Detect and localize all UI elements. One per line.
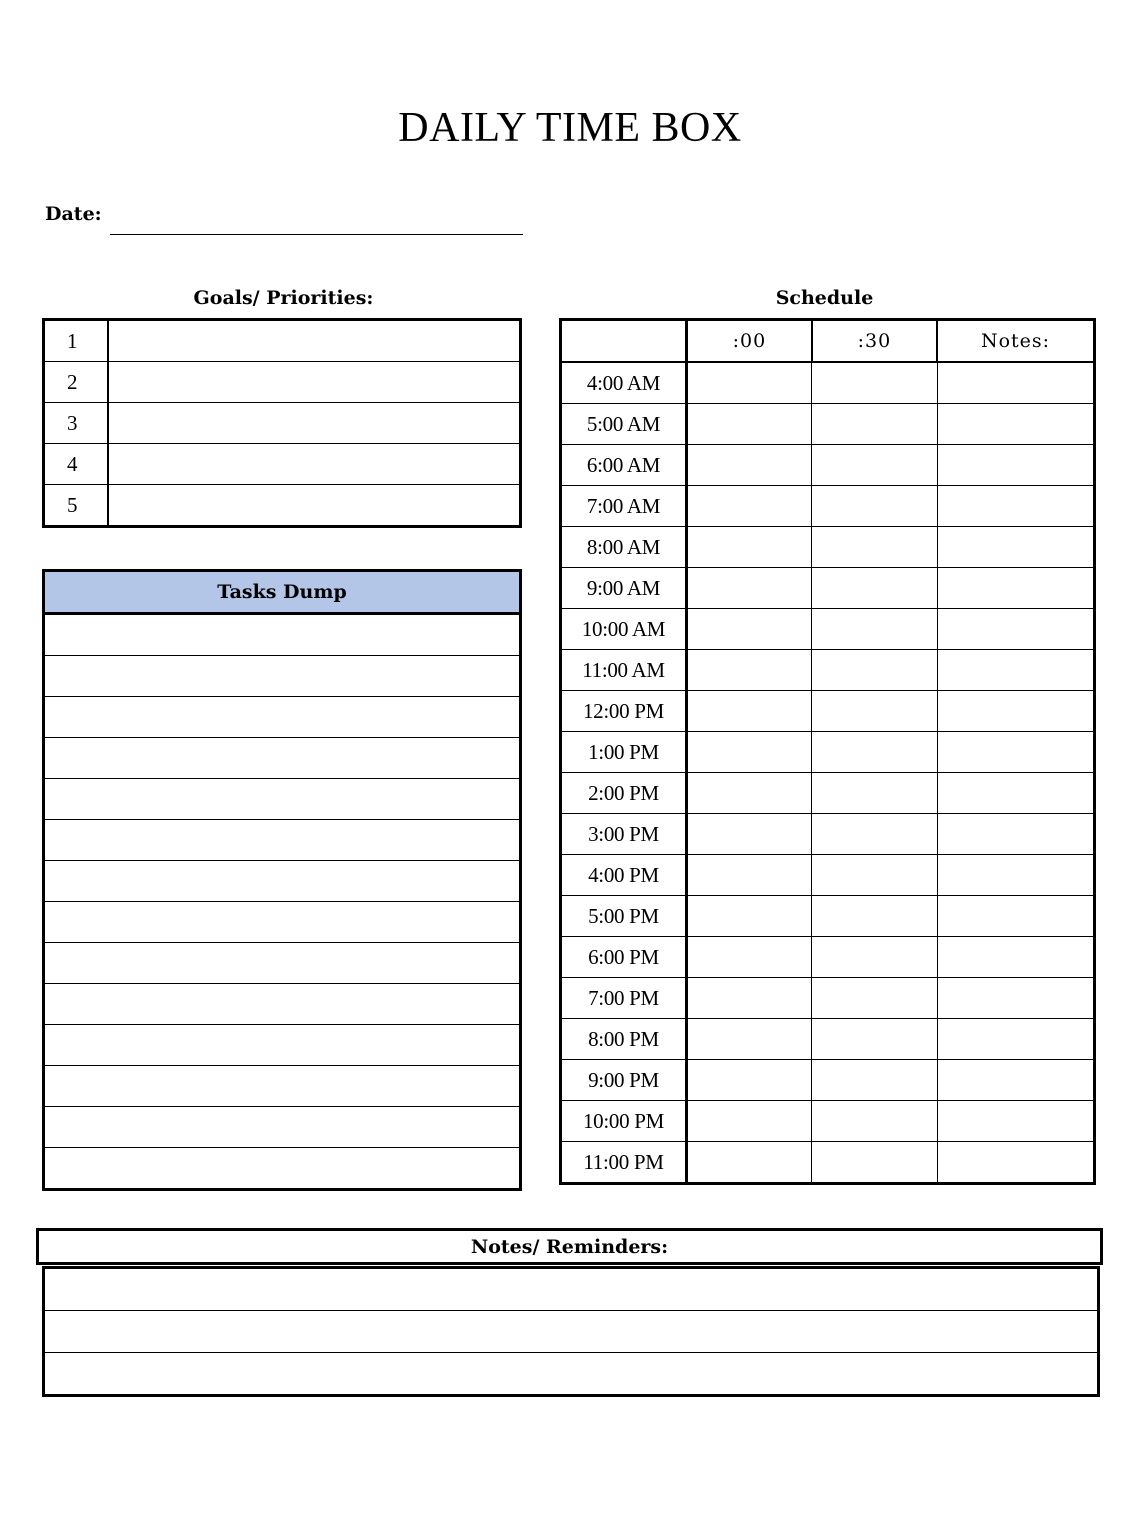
- date-label: Date:: [45, 203, 102, 225]
- goal-number: 2: [44, 362, 108, 403]
- task-entry-field[interactable]: [44, 943, 521, 984]
- task-entry-field[interactable]: [44, 779, 521, 820]
- slot-00-field[interactable]: [687, 568, 812, 609]
- task-entry-field[interactable]: [44, 984, 521, 1025]
- schedule-table: [559, 318, 1096, 1185]
- slot-notes-field[interactable]: [937, 1060, 1095, 1101]
- slot-notes-field[interactable]: [937, 773, 1095, 814]
- time-label: 8:00 PM: [561, 1019, 687, 1060]
- schedule-row: [561, 486, 1095, 527]
- task-row: [44, 1107, 521, 1148]
- slot-00-field[interactable]: [687, 527, 812, 568]
- goal-number: 4: [44, 444, 108, 485]
- task-entry-field[interactable]: [44, 656, 521, 697]
- note-entry-field[interactable]: [44, 1268, 1099, 1311]
- schedule-row: [561, 896, 1095, 937]
- goal-row: [44, 320, 521, 362]
- slot-notes-field[interactable]: [937, 362, 1095, 404]
- task-row: [44, 697, 521, 738]
- notes-reminders-heading: Notes/ Reminders:: [36, 1228, 1103, 1265]
- schedule-row: [561, 650, 1095, 691]
- schedule-row: [561, 1101, 1095, 1142]
- goal-row: [44, 444, 521, 485]
- task-entry-field[interactable]: [44, 902, 521, 943]
- schedule-heading: Schedule: [775, 287, 874, 309]
- schedule-row: [561, 855, 1095, 896]
- goals-table: [42, 318, 522, 528]
- time-label: 1:00 PM: [561, 732, 687, 773]
- slot-00-field[interactable]: [687, 814, 812, 855]
- time-label: 6:00 PM: [561, 937, 687, 978]
- time-label: 10:00 AM: [561, 609, 687, 650]
- goal-number: 3: [44, 403, 108, 444]
- slot-00-field[interactable]: [687, 445, 812, 486]
- tasks-dump-table: [42, 569, 522, 1191]
- schedule-row: [561, 527, 1095, 568]
- schedule-row: [561, 691, 1095, 732]
- task-entry-field[interactable]: [44, 1148, 521, 1190]
- schedule-row: [561, 732, 1095, 773]
- slot-00-field[interactable]: [687, 1019, 812, 1060]
- goal-number: 1: [44, 320, 108, 362]
- time-label: 10:00 PM: [561, 1101, 687, 1142]
- slot-00-field[interactable]: [687, 486, 812, 527]
- task-row: [44, 1148, 521, 1190]
- task-entry-field[interactable]: [44, 697, 521, 738]
- slot-00-field[interactable]: [687, 773, 812, 814]
- time-label: 2:00 PM: [561, 773, 687, 814]
- goal-row: [44, 403, 521, 444]
- task-entry-field[interactable]: [44, 820, 521, 861]
- goal-entry-field[interactable]: [108, 485, 521, 527]
- slot-00-field[interactable]: [687, 1142, 812, 1184]
- slot-30-field[interactable]: [812, 978, 937, 1019]
- schedule-row: [561, 1019, 1095, 1060]
- slot-30-field[interactable]: [812, 1019, 937, 1060]
- note-entry-field[interactable]: [44, 1311, 1099, 1353]
- note-row: [44, 1353, 1099, 1396]
- task-entry-field[interactable]: [44, 614, 521, 656]
- slot-notes-field[interactable]: [937, 568, 1095, 609]
- task-row: [44, 861, 521, 902]
- task-row: [44, 614, 521, 656]
- schedule-row: [561, 609, 1095, 650]
- time-label: 11:00 AM: [561, 650, 687, 691]
- task-row: [44, 738, 521, 779]
- time-label: 3:00 PM: [561, 814, 687, 855]
- slot-30-field[interactable]: [812, 691, 937, 732]
- goal-entry-field[interactable]: [108, 444, 521, 485]
- task-entry-field[interactable]: [44, 1107, 521, 1148]
- tasks-dump-heading: Tasks Dump: [44, 571, 521, 614]
- slot-30-field[interactable]: [812, 404, 937, 445]
- time-label: 4:00 PM: [561, 855, 687, 896]
- slot-00-field[interactable]: [687, 896, 812, 937]
- schedule-row: [561, 773, 1095, 814]
- time-label: 6:00 AM: [561, 445, 687, 486]
- slot-00-field[interactable]: [687, 650, 812, 691]
- task-row: [44, 656, 521, 697]
- slot-30-field[interactable]: [812, 1101, 937, 1142]
- slot-30-field[interactable]: [812, 650, 937, 691]
- schedule-row: [561, 1060, 1095, 1101]
- slot-notes-field[interactable]: [937, 650, 1095, 691]
- slot-notes-field[interactable]: [937, 445, 1095, 486]
- time-label: 12:00 PM: [561, 691, 687, 732]
- slot-30-field[interactable]: [812, 732, 937, 773]
- schedule-row: [561, 404, 1095, 445]
- column-header-00: :00: [687, 320, 812, 363]
- slot-00-field[interactable]: [687, 609, 812, 650]
- slot-notes-field[interactable]: [937, 855, 1095, 896]
- task-entry-field[interactable]: [44, 1066, 521, 1107]
- slot-00-field[interactable]: [687, 937, 812, 978]
- notes-reminders-table: [42, 1266, 1100, 1397]
- schedule-row: [561, 445, 1095, 486]
- slot-notes-field[interactable]: [937, 691, 1095, 732]
- note-row: [44, 1268, 1099, 1311]
- schedule-row: [561, 814, 1095, 855]
- slot-notes-field[interactable]: [937, 404, 1095, 445]
- column-header-notes: Notes:: [937, 320, 1095, 363]
- slot-30-field[interactable]: [812, 486, 937, 527]
- slot-00-field[interactable]: [687, 1060, 812, 1101]
- time-label: 11:00 PM: [561, 1142, 687, 1184]
- task-row: [44, 820, 521, 861]
- time-label: 5:00 PM: [561, 896, 687, 937]
- slot-00-field[interactable]: [687, 404, 812, 445]
- task-row: [44, 943, 521, 984]
- slot-notes-field[interactable]: [937, 978, 1095, 1019]
- goals-heading: Goals/ Priorities:: [193, 287, 374, 309]
- schedule-row: [561, 362, 1095, 404]
- date-field[interactable]: [110, 234, 523, 235]
- time-label: 5:00 AM: [561, 404, 687, 445]
- slot-30-field[interactable]: [812, 362, 937, 404]
- schedule-row: [561, 568, 1095, 609]
- slot-30-field[interactable]: [812, 773, 937, 814]
- task-entry-field[interactable]: [44, 861, 521, 902]
- slot-00-field[interactable]: [687, 362, 812, 404]
- time-label: 9:00 PM: [561, 1060, 687, 1101]
- slot-notes-field[interactable]: [937, 814, 1095, 855]
- slot-30-field[interactable]: [812, 896, 937, 937]
- slot-notes-field[interactable]: [937, 1101, 1095, 1142]
- task-entry-field[interactable]: [44, 1025, 521, 1066]
- goal-row: [44, 485, 521, 527]
- time-label: 7:00 AM: [561, 486, 687, 527]
- goal-entry-field[interactable]: [108, 403, 521, 444]
- slot-notes-field[interactable]: [937, 937, 1095, 978]
- slot-30-field[interactable]: [812, 855, 937, 896]
- slot-30-field[interactable]: [812, 814, 937, 855]
- slot-00-field[interactable]: [687, 978, 812, 1019]
- slot-30-field[interactable]: [812, 568, 937, 609]
- slot-00-field[interactable]: [687, 1101, 812, 1142]
- page-title: DAILY TIME BOX: [398, 105, 742, 151]
- note-entry-field[interactable]: [44, 1353, 1099, 1396]
- time-label: 8:00 AM: [561, 527, 687, 568]
- slot-notes-field[interactable]: [937, 527, 1095, 568]
- slot-00-field[interactable]: [687, 691, 812, 732]
- task-row: [44, 779, 521, 820]
- schedule-corner-cell: [561, 320, 687, 363]
- goal-row: [44, 362, 521, 403]
- time-label: 9:00 AM: [561, 568, 687, 609]
- slot-notes-field[interactable]: [937, 1019, 1095, 1060]
- task-row: [44, 902, 521, 943]
- task-row: [44, 984, 521, 1025]
- goal-entry-field[interactable]: [108, 320, 521, 362]
- slot-30-field[interactable]: [812, 1142, 937, 1184]
- slot-notes-field[interactable]: [937, 896, 1095, 937]
- time-label: 4:00 AM: [561, 362, 687, 404]
- slot-notes-field[interactable]: [937, 1142, 1095, 1184]
- task-row: [44, 1066, 521, 1107]
- slot-30-field[interactable]: [812, 445, 937, 486]
- schedule-row: [561, 978, 1095, 1019]
- goal-number: 5: [44, 485, 108, 527]
- slot-30-field[interactable]: [812, 937, 937, 978]
- slot-00-field[interactable]: [687, 855, 812, 896]
- slot-30-field[interactable]: [812, 609, 937, 650]
- slot-30-field[interactable]: [812, 1060, 937, 1101]
- task-row: [44, 1025, 521, 1066]
- slot-notes-field[interactable]: [937, 609, 1095, 650]
- slot-00-field[interactable]: [687, 732, 812, 773]
- slot-notes-field[interactable]: [937, 486, 1095, 527]
- schedule-row: [561, 1142, 1095, 1184]
- slot-notes-field[interactable]: [937, 732, 1095, 773]
- slot-30-field[interactable]: [812, 527, 937, 568]
- goal-entry-field[interactable]: [108, 362, 521, 403]
- task-entry-field[interactable]: [44, 738, 521, 779]
- time-label: 7:00 PM: [561, 978, 687, 1019]
- column-header-30: :30: [812, 320, 937, 363]
- note-row: [44, 1311, 1099, 1353]
- schedule-row: [561, 937, 1095, 978]
